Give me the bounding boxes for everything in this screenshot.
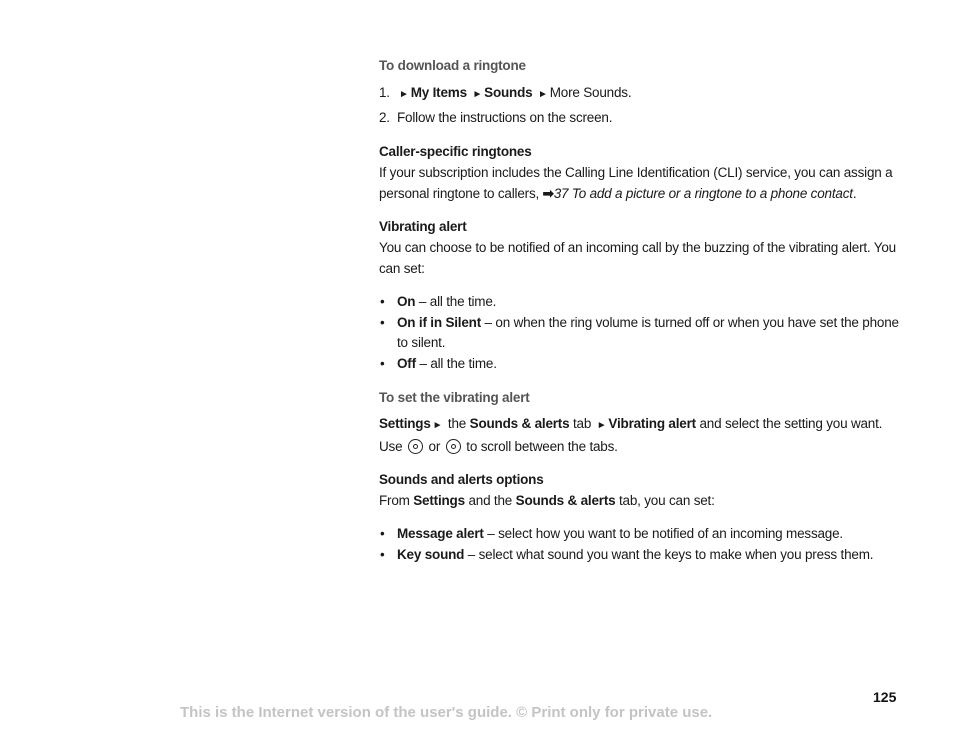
spacer xyxy=(379,457,899,469)
spacer xyxy=(379,374,899,387)
set-vibrating-instructions xyxy=(379,413,899,457)
list-item xyxy=(379,354,899,375)
vibrating-alert-heading: Vibrating alert xyxy=(379,219,467,234)
set-vibrating-title: To set the vibrating alert xyxy=(379,390,530,405)
vibrating-options-list xyxy=(379,292,899,374)
spacer xyxy=(379,511,899,524)
or-word: or xyxy=(428,439,441,454)
the-word: the xyxy=(444,416,470,431)
instruction-tail: and select the setting you want. Use xyxy=(379,416,883,454)
step-item xyxy=(379,81,899,106)
caller-ringtones-heading: Caller-specific ringtones xyxy=(379,144,532,159)
settings-label: Settings xyxy=(413,493,465,508)
option-term: On if in Silent xyxy=(397,314,481,330)
option-term: On xyxy=(397,294,416,309)
from-word: From xyxy=(379,493,414,508)
cross-reference-link[interactable]: 37 To add a picture or a ringtone to a phone contact xyxy=(553,186,853,201)
option-desc: – on when the ring volume is turned off or when you have set the phone to silent. xyxy=(397,314,899,350)
step-number: 1. xyxy=(379,85,390,100)
content-column xyxy=(379,55,899,565)
step-number: 2. xyxy=(379,110,390,125)
caller-text: If your subscription includes the Calling Line Identification (CLI) service, you can assign a personal ringtone to callers, xyxy=(379,165,893,201)
option-desc: – all the time. xyxy=(415,355,497,371)
tab-tail: tab, you can set: xyxy=(615,493,715,508)
download-steps xyxy=(379,81,899,129)
download-ringtone-title: To download a ringtone xyxy=(379,58,526,73)
step-text: Follow the instructions on the screen. xyxy=(397,110,613,125)
period: . xyxy=(852,186,857,201)
sounds-alerts-label: Sounds & alerts xyxy=(469,416,570,431)
spacer xyxy=(379,129,899,141)
sounds-label: Sounds xyxy=(484,85,533,100)
nav-key-left-icon xyxy=(408,439,423,454)
option-desc: – select how you want to be notified of an incoming message. xyxy=(483,526,843,541)
sounds-options-list xyxy=(379,524,899,565)
tab-word: tab xyxy=(569,416,595,431)
and-the-words: and the xyxy=(464,493,516,508)
option-term: Message alert xyxy=(397,526,484,541)
vibrating-alert-text: You can choose to be notified of an incoming call by the buzzing of the vibrating alert. You can set: xyxy=(379,240,896,276)
my-items-label: My Items xyxy=(410,85,467,100)
option-desc: – select what sound you want the keys to make when you press them. xyxy=(464,546,874,562)
bullet-icon: • xyxy=(380,546,385,562)
list-item xyxy=(379,524,899,545)
list-item xyxy=(379,313,899,354)
arrow-icon: ► xyxy=(472,89,483,100)
arrow-icon: ► xyxy=(399,89,409,100)
option-term: Key sound xyxy=(397,546,465,562)
page-number: 125 xyxy=(873,689,897,705)
arrow-icon: ► xyxy=(432,420,443,431)
bullet-icon: • xyxy=(380,526,385,541)
caller-ringtones-text xyxy=(379,162,899,204)
reference-arrow-icon: ➡ xyxy=(542,186,554,201)
arrow-icon: ► xyxy=(596,420,607,431)
footer-notice: This is the Internet version of the user's guide. © Print only for private use. xyxy=(180,704,713,721)
step-item xyxy=(379,106,899,129)
list-item xyxy=(379,545,899,566)
bullet-icon: • xyxy=(380,294,385,309)
sounds-options-heading: Sounds and alerts options xyxy=(379,472,544,487)
option-term: Off xyxy=(397,355,416,371)
list-item xyxy=(379,292,899,313)
settings-label: Settings xyxy=(379,416,431,431)
arrow-icon: ► xyxy=(538,89,548,100)
nav-key-right-icon xyxy=(446,439,461,454)
bullet-icon: • xyxy=(380,355,385,371)
spacer xyxy=(379,204,899,216)
sounds-alerts-label: Sounds & alerts xyxy=(515,493,616,508)
vibrating-alert-label: Vibrating alert xyxy=(608,416,696,431)
spacer xyxy=(379,279,899,292)
bullet-icon: • xyxy=(380,314,385,330)
option-desc: – all the time. xyxy=(415,294,497,309)
more-sounds-label: More Sounds. xyxy=(549,85,632,100)
sounds-options-text xyxy=(379,490,899,511)
scroll-text: to scroll between the tabs. xyxy=(466,439,618,454)
